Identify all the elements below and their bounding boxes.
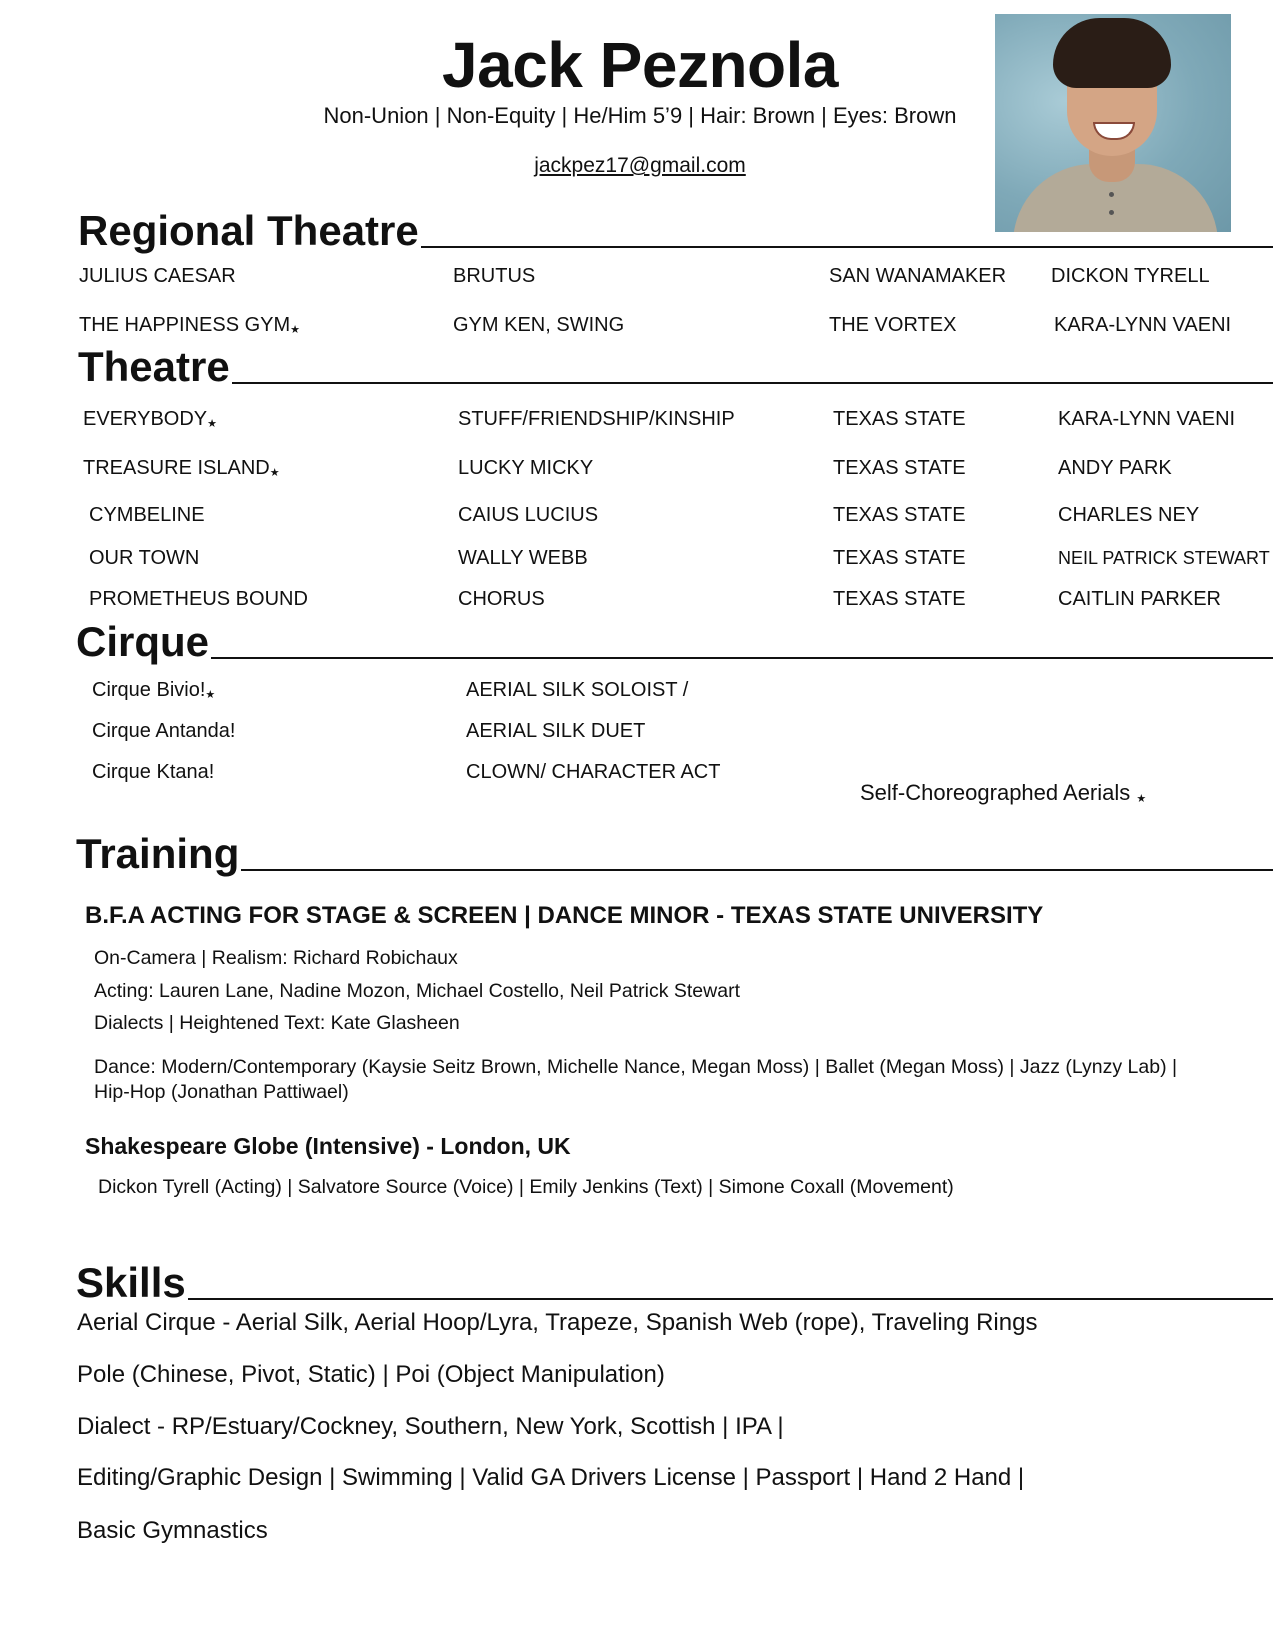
credit-role: WALLY WEBB <box>458 547 588 569</box>
show-title: EVERYBODY <box>83 408 208 430</box>
credit-venue: TEXAS STATE <box>833 504 966 526</box>
star-icon: ★ <box>205 689 216 701</box>
credit-venue: TEXAS STATE <box>833 408 966 430</box>
credit-show <box>79 313 300 342</box>
cirque-note: Self-Choreographed Aerials ★ <box>860 780 1147 805</box>
credit-show <box>83 456 280 485</box>
section-heading-cirque: Cirque <box>76 619 1273 665</box>
show-title: TREASURE ISLAND <box>83 457 270 479</box>
show-title: THE HAPPINESS GYM <box>79 314 291 336</box>
credit-role: STUFF/FRIENDSHIP/KINSHIP <box>458 408 735 430</box>
credit-director: DICKON TYRELL <box>1051 265 1210 287</box>
actor-details: Non-Union | Non-Equity | He/Him 5’9 | Hair: Brown | Eyes: Brown <box>323 103 957 128</box>
credit-show <box>89 546 199 575</box>
training-line: Dance: Modern/Contemporary (Kaysie Seitz Brown, Michelle Nance, Megan Moss) | Ballet (Megan Moss) | Jazz (Lynzy Lab) | <box>94 1056 1178 1078</box>
credit-role: CAIUS LUCIUS <box>458 504 599 526</box>
credit-show <box>92 719 235 748</box>
credit-show <box>89 503 205 532</box>
email-link[interactable]: jackpez17@gmail.com <box>534 154 746 177</box>
training-line: Hip-Hop (Jonathan Pattiwael) <box>94 1081 349 1103</box>
section-heading-regional-theatre: Regional Theatre <box>78 208 1273 254</box>
headshot-photo <box>995 14 1231 232</box>
credit-venue: TEXAS STATE <box>833 588 966 610</box>
show-title: OUR TOWN <box>89 547 200 569</box>
credit-show <box>79 264 236 293</box>
section-heading-theatre: Theatre <box>78 344 1273 390</box>
cirque-act: CLOWN/ CHARACTER ACT <box>466 761 721 783</box>
training-degree: B.F.A ACTING FOR STAGE & SCREEN | DANCE MINOR - TEXAS STATE UNIVERSITY <box>85 902 1044 929</box>
show-title: JULIUS CAESAR <box>79 265 236 287</box>
training-line: Dialects | Heightened Text: Kate Glasheen <box>94 1012 460 1034</box>
star-icon: ★ <box>269 467 280 479</box>
cirque-act: AERIAL SILK DUET <box>466 720 646 742</box>
actor-name: Jack Peznola <box>442 29 838 101</box>
credit-show <box>92 678 215 707</box>
globe-line: Dickon Tyrell (Acting) | Salvatore Source (Voice) | Emily Jenkins (Text) | Simone Coxall (Movement) <box>98 1176 954 1198</box>
show-title: Cirque Bivio! <box>92 679 206 701</box>
show-title: Cirque Antanda! <box>92 720 236 742</box>
show-title: CYMBELINE <box>89 504 205 526</box>
heading-rule <box>232 382 1273 384</box>
credit-role: CHORUS <box>458 588 545 610</box>
credit-venue: TEXAS STATE <box>833 547 966 569</box>
heading-rule <box>211 657 1273 659</box>
skill-line: Pole (Chinese, Pivot, Static) | Poi (Object Manipulation) <box>77 1361 665 1388</box>
globe-title: Shakespeare Globe (Intensive) - London, UK <box>85 1133 571 1159</box>
credit-director: CAITLIN PARKER <box>1058 588 1221 610</box>
credit-director: NEIL PATRICK STEWART <box>1058 548 1270 568</box>
credit-venue: SAN WANAMAKER <box>829 265 1007 287</box>
training-line: Acting: Lauren Lane, Nadine Mozon, Michael Costello, Neil Patrick Stewart <box>94 980 740 1002</box>
section-heading-training: Training <box>76 831 1273 877</box>
skill-line: Aerial Cirque - Aerial Silk, Aerial Hoop/Lyra, Trapeze, Spanish Web (rope), Traveling Rings <box>77 1309 1038 1336</box>
credit-show <box>92 760 214 789</box>
star-icon: ★ <box>207 418 217 430</box>
heading-rule <box>421 246 1273 248</box>
credit-show <box>83 407 217 436</box>
credit-director: KARA-LYNN VAENI <box>1054 314 1232 336</box>
heading-rule <box>241 869 1273 871</box>
skill-line: Dialect - RP/Estuary/Cockney, Southern, New York, Scottish | IPA | <box>77 1413 784 1440</box>
credit-director: KARA-LYNN VAENI <box>1058 408 1236 430</box>
training-line: On-Camera | Realism: Richard Robichaux <box>94 947 458 969</box>
credit-venue: TEXAS STATE <box>833 457 966 479</box>
star-icon: ★ <box>290 324 301 336</box>
credit-director: ANDY PARK <box>1058 457 1172 479</box>
credit-director: CHARLES NEY <box>1058 504 1200 526</box>
skill-line: Basic Gymnastics <box>77 1517 268 1544</box>
credit-role: BRUTUS <box>453 265 536 287</box>
show-title: Cirque Ktana! <box>92 761 215 783</box>
cirque-act: AERIAL SILK SOLOIST / <box>466 679 689 701</box>
section-heading-skills: Skills <box>76 1260 1273 1306</box>
credit-show <box>89 587 308 616</box>
credit-role: LUCKY MICKY <box>458 457 594 479</box>
heading-rule <box>188 1298 1273 1300</box>
star-icon: ★ <box>1136 793 1147 805</box>
skill-line: Editing/Graphic Design | Swimming | Valid GA Drivers License | Passport | Hand 2 Hand | <box>77 1464 1025 1491</box>
credit-role: GYM KEN, SWING <box>453 314 625 336</box>
credit-venue: THE VORTEX <box>829 314 957 336</box>
show-title: PROMETHEUS BOUND <box>89 588 308 610</box>
